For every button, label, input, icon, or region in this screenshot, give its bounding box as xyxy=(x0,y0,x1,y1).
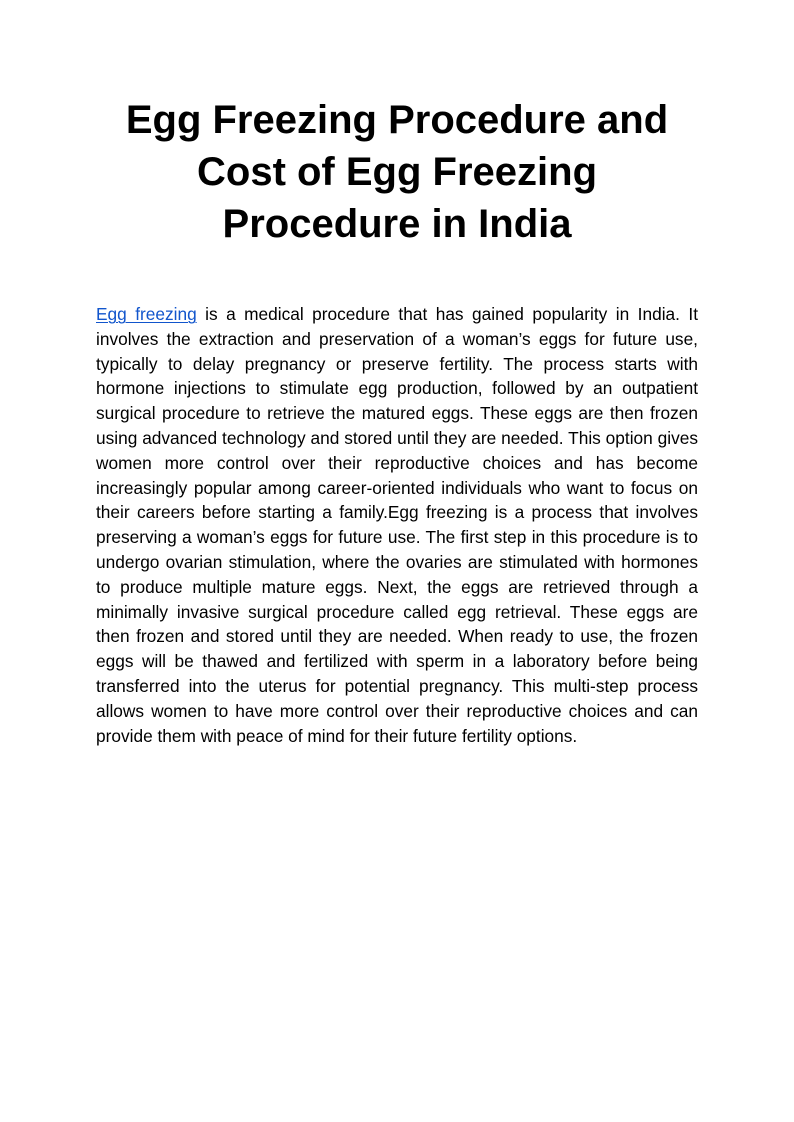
body-paragraph-text: is a medical procedure that has gained popularity in India. It involves the extraction and preservation of a woman’s eggs for future use, typically to delay pregnancy or preserve fertility. The process starts with hormone injections to stimulate egg production, followed by an outpatient surgical procedure to retrieve the matured eggs. These eggs are then frozen using advanced technology and stored until they are needed. This option gives women more control over their reproductive choices and has become increasingly popular among career-oriented individuals who want to focus on their careers before starting a family.Egg freezing is a process that involves preserving a woman’s eggs for future use. The first step in this procedure is to undergo ovarian stimulation, where the ovaries are stimulated with hormones to produce multiple mature eggs. Next, the eggs are retrieved through a minimally invasive surgical procedure called egg retrieval. These eggs are then frozen and stored until they are needed. When ready to use, the frozen eggs will be thawed and fertilized with sperm in a laboratory before being transferred into the uterus for potential pregnancy. This multi-step process allows women to have more control over their reproductive choices and can provide them with peace of mind for their future fertility options. xyxy=(96,304,699,746)
egg-freezing-link[interactable]: Egg freezing xyxy=(96,304,197,324)
page-title xyxy=(96,94,698,250)
title-line-2: Cost of Egg Freezing xyxy=(197,150,597,194)
title-line-1: Egg Freezing Procedure and xyxy=(125,98,669,142)
body-paragraph xyxy=(96,302,698,748)
title-line-3: Procedure in India xyxy=(222,202,572,246)
